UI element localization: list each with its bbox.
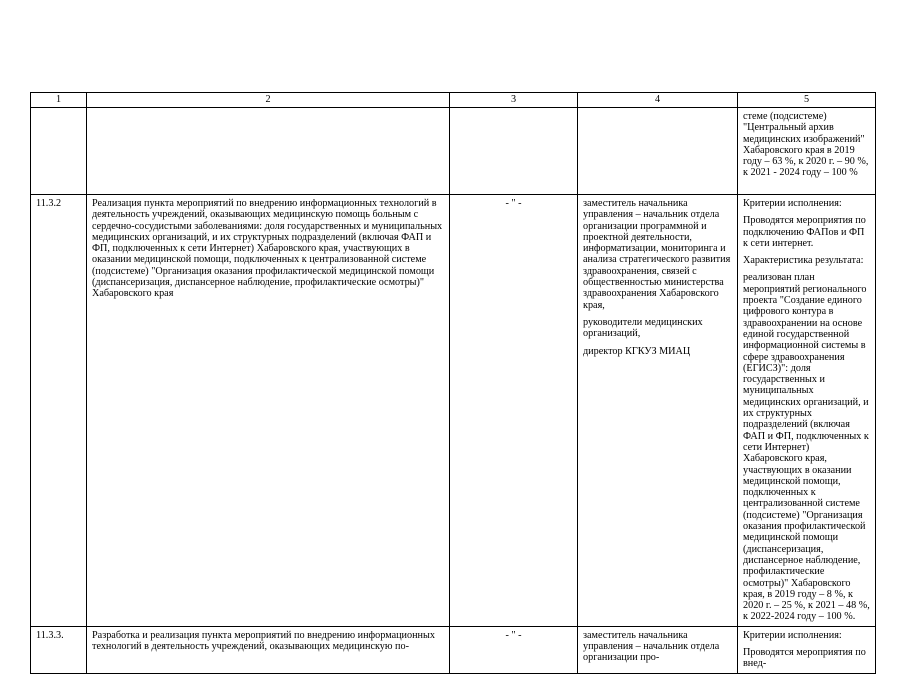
criteria-heading: Критерии исполнения:: [743, 629, 842, 641]
deadline-cell: [450, 108, 578, 195]
result-cell: [738, 626, 876, 673]
responsible-cell: [578, 626, 738, 673]
result-cell: [738, 108, 876, 195]
criteria-heading: Критерии исполнения:: [743, 198, 842, 209]
header-cell-4: 4: [578, 93, 738, 108]
activities-table: [30, 92, 876, 674]
responsible-cell: [578, 195, 738, 627]
header-cell-2: 2: [87, 93, 450, 108]
activity-cell: Реализация пункта мероприятий по внедрению информационных технологий в деятельность учреждений, оказывающих медицинскую помощь больным с сердечно-сосудистыми заболеваниями: доля государственных и муниципальных медицинских организаций, и их структурных подразделений (включая ФАП и ФП, подключенных к сети Интернет) Хабаровского края, участвующих в оказании медицинской помощи, подключенных к централизованной системе (подсистеме) "Организация оказания профилактической медицинской помощи (диспансеризация, диспансерное наблюдение, профилактические осмотры)" Хабаровского края: [87, 195, 450, 627]
responsible-paragraph: заместитель начальника управления – начальник отдела организации программной и проектной деятельности, информатизации, мониторинга и анализа стратегического развития здравоохранения, связей с общественностью министерства здравоохранения Хабаровского края,: [583, 198, 731, 311]
header-cell-3: 3: [450, 93, 578, 108]
result-cell: [738, 195, 876, 627]
activity-cell: [87, 108, 450, 195]
deadline-cell: - " -: [450, 195, 578, 627]
table-row: [31, 626, 876, 673]
responsible-cell: [578, 108, 738, 195]
criteria-text: Проводятся мероприятия по внед-: [743, 646, 866, 670]
header-cell-1: 1: [31, 93, 87, 108]
responsible-paragraph: заместитель начальника управления – начальник отдела организации про-: [583, 629, 720, 664]
responsible-paragraph: директор КГКУЗ МИАЦ: [583, 345, 691, 357]
row-number-cell: 11.3.3.: [31, 626, 87, 673]
deadline-cell: - " -: [450, 626, 578, 673]
criteria-text: Проводятся мероприятия по подключению ФАПов и ФП к сети интернет.: [743, 215, 866, 249]
table-row: [31, 195, 876, 627]
responsible-paragraph: руководители медицинских организаций,: [583, 316, 703, 340]
row-number-cell: 11.3.2: [31, 195, 87, 627]
result-paragraph: стеме (подсистеме) "Центральный архив медицинских изображений" Хабаровского края в 2019 году – 63 %, к 2020 г. – 90 %, к 2021 - 2024 году – 100 %: [743, 111, 869, 179]
activity-cell: Разработка и реализация пункта мероприятий по внедрению информационных технологий в деятельность учреждений, оказывающих медицинскую по-: [87, 626, 450, 673]
table-header-row: [31, 93, 876, 108]
row-number-cell: [31, 108, 87, 195]
result-heading: Характеристика результата:: [743, 255, 864, 267]
result-text: реализован план мероприятий регионального проекта "Создание единого цифрового контура в здравоохранении на основе единой государственной информационной системы в сфере здравоохранения (ЕГИСЗ)": доля государственных и муниципальных медицинских организаций, и их структурных подразделений (включая ФАП и ФП, подключенных к сети Интернет) Хабаровского края, участвующих в оказании медицинской помощи, подключенных к централизованной системе (подсистеме) "Организация оказания профилактической медицинской помощи (диспансеризация, диспансерное наблюдение, профилактические осмотры)" Хабаровского края, в 2019 году – 8 %, к 2020 г. – 25 %, к 2021 – 48 %, к 2022-2024 году – 100 %.: [743, 272, 870, 623]
table-row: [31, 108, 876, 195]
header-cell-5: 5: [738, 93, 876, 108]
